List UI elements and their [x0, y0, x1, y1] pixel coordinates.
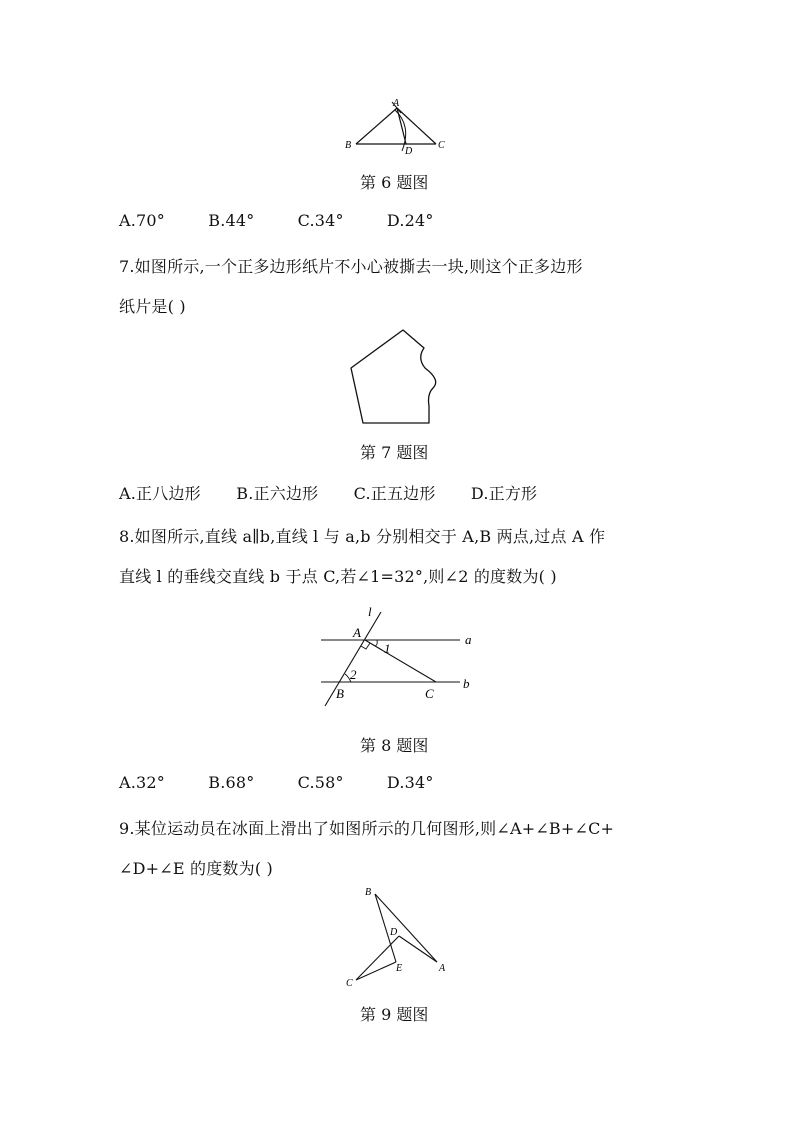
q8-option-a[interactable]: A.32°	[119, 773, 165, 792]
q6-side-ab	[356, 108, 397, 144]
q8-label-angle-2: 2	[350, 667, 357, 682]
q7-option-d[interactable]: D.正方形	[470, 484, 538, 503]
q8-label-A: A	[353, 625, 361, 640]
q7-option-c[interactable]: C.正五边形	[353, 484, 436, 503]
q7-options	[119, 481, 537, 504]
q8-stem-line2: 直线 l 的垂线交直线 b 于点 C,若∠1=32°,则∠2 的度数为( )	[119, 567, 557, 586]
q7-figure	[345, 322, 445, 430]
q7-option-b[interactable]: B.正六边形	[236, 484, 319, 503]
q8-figure	[315, 602, 485, 712]
q6-side-ac	[397, 108, 436, 144]
q7-torn-pentagon	[351, 330, 436, 423]
q8-label-C: C	[425, 686, 434, 701]
q8-stem-line1: 8.如图所示,直线 a∥b,直线 l 与 a,b 分别相交于 A,B 两点,过点 A 作	[119, 527, 606, 546]
q9-label-B: B	[365, 887, 372, 898]
q9-stem-line2: ∠D+∠E 的度数为( )	[119, 859, 273, 878]
q9-segment-cd	[356, 936, 399, 980]
q6-figure	[340, 96, 455, 158]
q7-stem-line2: 纸片是( )	[119, 297, 186, 316]
q6-label-c: C	[438, 140, 445, 151]
q8-label-b: b	[463, 676, 470, 691]
q6-option-c[interactable]: C.34°	[297, 211, 344, 230]
q6-caption: 第 6 题图	[360, 173, 429, 192]
q6-label-a: A	[393, 98, 400, 109]
q9-stem-line1: 9.某位运动员在冰面上滑出了如图所示的几何图形,则∠A+∠B+∠C+	[119, 819, 615, 838]
q9-caption: 第 9 题图	[360, 1005, 429, 1024]
q8-caption: 第 8 题图	[360, 736, 429, 755]
q7-caption: 第 7 题图	[360, 443, 429, 462]
q8-segment-ac	[365, 640, 436, 682]
q9-label-C: C	[346, 978, 353, 989]
q6-label-b: B	[345, 140, 352, 151]
q8-option-b[interactable]: B.68°	[208, 773, 255, 792]
q6-arc	[395, 110, 406, 151]
q8-label-a: a	[465, 632, 472, 647]
q8-label-B: B	[336, 686, 344, 701]
q8-options	[119, 773, 434, 792]
q7-stem-line1: 7.如图所示,一个正多边形纸片不小心被撕去一块,则这个正多边形	[119, 257, 583, 276]
q8-angle-1-arc	[375, 640, 377, 646]
q9-figure	[340, 884, 460, 992]
q8-label-l: l	[368, 604, 372, 619]
q9-label-D: D	[390, 927, 398, 938]
q8-option-c[interactable]: C.58°	[297, 773, 344, 792]
q9-segment-da	[399, 936, 437, 962]
q9-segment-ce	[356, 962, 396, 980]
q6-option-d[interactable]: D.24°	[386, 211, 434, 230]
q9-label-A: A	[439, 963, 446, 974]
q6-option-b[interactable]: B.44°	[208, 211, 255, 230]
q8-label-angle-1: 1	[384, 641, 391, 656]
q6-options	[119, 211, 434, 230]
q7-option-a[interactable]: A.正八边形	[119, 484, 201, 503]
q8-option-d[interactable]: D.34°	[386, 773, 434, 792]
q6-label-d: D	[405, 146, 413, 157]
q6-option-a[interactable]: A.70°	[119, 211, 165, 230]
q9-label-E: E	[396, 963, 403, 974]
